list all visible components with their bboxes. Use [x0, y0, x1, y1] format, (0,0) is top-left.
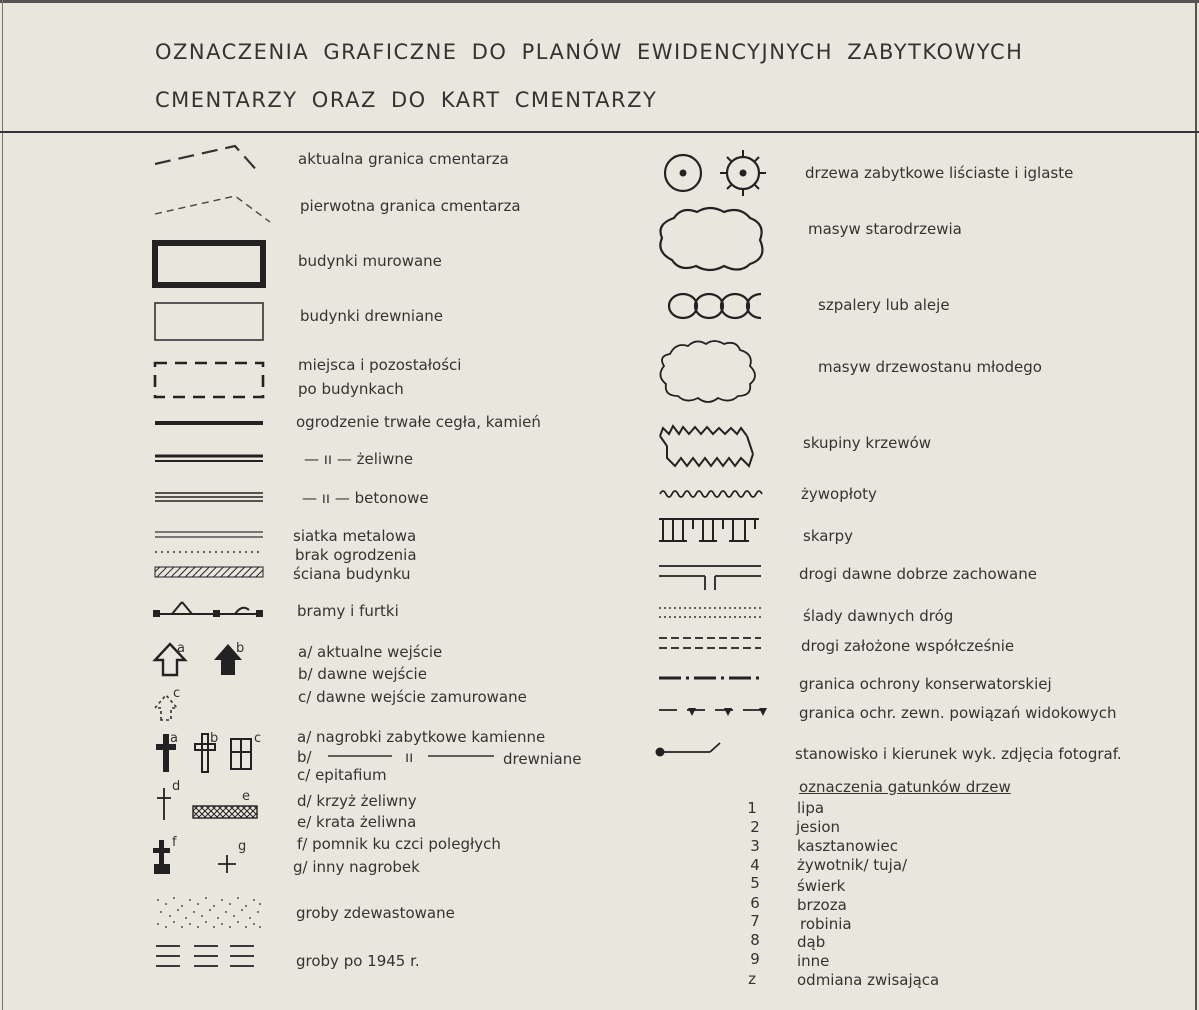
label-road-traces: ślady dawnych dróg	[803, 607, 954, 625]
species-code-5: 5	[750, 874, 760, 892]
species-code-9: 9	[750, 950, 760, 968]
concrete-fence-symbol	[150, 488, 270, 506]
current-boundary-symbol	[150, 140, 270, 180]
label-tree-rows: szpalery lub aleje	[818, 296, 950, 314]
tombstone-letter-c: c	[254, 731, 262, 746]
frame-right	[1195, 0, 1197, 1010]
metal-mesh-symbol	[150, 528, 270, 542]
label-view-protection-boundary: granica ochr. zewn. powiązań widokowych	[799, 704, 1117, 722]
species-code-4: 4	[750, 856, 760, 874]
label-original-boundary: pierwotna granica cmentarza	[300, 197, 521, 215]
label-brick-buildings: budynki murowane	[298, 252, 442, 270]
species-name-9: inne	[797, 952, 830, 970]
label-tomb-a: a/ nagrobki zabytkowe kamienne	[297, 728, 546, 746]
wooden-building-symbol	[150, 298, 270, 346]
label-old-roads: drogi dawne dobrze zachowane	[799, 565, 1037, 583]
building-remains-symbol	[150, 355, 270, 405]
label-tomb-b-prefix: b/	[297, 748, 312, 766]
label-building-remains-2: po budynkach	[298, 380, 404, 398]
species-name-6: brzoza	[797, 896, 847, 914]
modern-roads-symbol	[655, 633, 767, 655]
label-slope: skarpy	[803, 527, 853, 545]
slope-symbol	[655, 515, 765, 547]
ditto-line-right	[426, 748, 498, 760]
label-hedge: żywopłoty	[801, 485, 877, 503]
label-photo-position: stanowisko i kierunek wyk. zdjęcia fotograf.	[795, 745, 1122, 763]
species-code-1: 1	[747, 799, 757, 817]
shrub-clusters-symbol	[655, 422, 765, 474]
species-name-1: lipa	[797, 799, 825, 817]
label-tomb-e: e/ krata żeliwna	[297, 813, 417, 831]
species-name-7: robinia	[800, 915, 852, 933]
label-metal-mesh: siatka metalowa	[293, 527, 417, 545]
view-protection-boundary-symbol	[655, 702, 770, 722]
label-post-1945-graves: groby po 1945 r.	[296, 952, 420, 970]
species-code-2: 2	[750, 818, 760, 836]
label-permanent-fence: ogrodzenie trwałe cegła, kamień	[296, 413, 541, 431]
label-young-tree-stand: masyw drzewostanu młodego	[818, 358, 1042, 376]
species-name-5: świerk	[797, 877, 846, 895]
species-code-8: 8	[750, 931, 760, 949]
label-wooden-buildings: budynki drewniane	[300, 307, 444, 325]
species-code-3: 3	[750, 837, 760, 855]
species-name-3: kasztanowiec	[797, 837, 898, 855]
young-tree-stand-symbol	[652, 336, 762, 406]
tombstone-letter-e: e	[242, 789, 250, 804]
species-name-z: odmiana zwisająca	[797, 971, 940, 989]
label-heritage-trees: drzewa zabytkowe liściaste i iglaste	[805, 164, 1074, 182]
species-name-2: jesion	[796, 818, 841, 836]
label-gates: bramy i furtki	[297, 602, 399, 620]
label-concrete-fence: — ıı — betonowe	[302, 489, 429, 507]
tombstone-letter-a: a	[170, 731, 178, 746]
species-name-4: żywotnik/ tuja/	[797, 856, 908, 874]
old-roads-symbol	[655, 560, 767, 594]
photo-position-symbol	[652, 738, 727, 762]
entrance-letter-b: b	[236, 641, 245, 656]
frame-left	[2, 0, 3, 1010]
label-shrub-clusters: skupiny krzewów	[803, 434, 932, 452]
label-conservation-boundary: granica ochrony konserwatorskiej	[799, 675, 1052, 693]
label-old-tree-stand: masyw starodrzewia	[808, 220, 962, 238]
title-line-2: CMENTARZY ORAZ DO KART CMENTARZY	[155, 88, 658, 112]
tombstone-letter-d: d	[172, 779, 181, 794]
tree-rows-symbol	[655, 288, 770, 324]
label-tomb-g: g/ inny nagrobek	[293, 858, 420, 876]
label-tomb-f: f/ pomnik ku czci poległych	[297, 835, 501, 853]
ditto-line-left	[326, 748, 396, 760]
gates-symbol	[150, 596, 270, 624]
no-fence-symbol	[150, 546, 270, 558]
original-boundary-symbol	[150, 188, 275, 228]
label-building-wall: ściana budynku	[293, 565, 411, 583]
building-wall-symbol	[150, 562, 270, 582]
tombstone-letter-f: f	[172, 835, 177, 850]
conservation-boundary-symbol	[655, 670, 770, 686]
header-divider	[0, 131, 1199, 133]
species-code-6: 6	[750, 894, 760, 912]
tombstone-letter-g: g	[238, 839, 247, 854]
label-tomb-b-ditto: ıı	[405, 748, 414, 766]
title-line-1: OZNACZENIA GRAFICZNE DO PLANÓW EWIDENCYJNYCH ZABYTKOWYCH	[155, 40, 1024, 64]
heritage-trees-symbol	[655, 145, 780, 200]
post-1945-graves-icon	[152, 940, 262, 976]
hedge-symbol	[657, 486, 769, 500]
permanent-fence-symbol	[150, 414, 270, 432]
label-entrance-a: a/ aktualne wejście	[298, 643, 443, 661]
other-tombstone-plus-icon	[215, 852, 239, 876]
species-code-z: z	[748, 970, 756, 988]
frame-top	[0, 0, 1199, 3]
road-traces-symbol	[655, 603, 767, 623]
label-tomb-c: c/ epitafium	[297, 766, 387, 784]
label-cast-iron-fence: — ıı — żeliwne	[304, 450, 414, 468]
label-entrance-c: c/ dawne wejście zamurowane	[298, 688, 527, 706]
label-modern-roads: drogi założone współcześnie	[801, 637, 1015, 655]
epitaph-grid-icon	[228, 736, 256, 772]
cast-iron-grate-icon	[190, 802, 262, 822]
label-devastated-graves: groby zdewastowane	[296, 904, 455, 922]
tombstone-letter-b: b	[210, 731, 219, 746]
label-tomb-d: d/ krzyż żeliwny	[297, 792, 417, 810]
species-name-8: dąb	[797, 933, 826, 951]
label-entrance-b: b/ dawne wejście	[298, 665, 427, 683]
cast-iron-fence-symbol	[150, 450, 270, 468]
entrance-letter-a: a	[177, 641, 185, 656]
label-current-boundary: aktualna granica cmentarza	[298, 150, 509, 168]
old-tree-stand-symbol	[652, 202, 772, 274]
label-no-fence: brak ogrodzenia	[295, 546, 417, 564]
species-heading: oznaczenia gatunków drzew	[799, 778, 1011, 796]
label-building-remains: miejsca i pozostałości	[298, 356, 462, 374]
devastated-graves-stipple-icon	[152, 892, 267, 932]
label-tomb-b-suffix: drewniane	[503, 750, 582, 768]
species-code-7: 7	[750, 912, 760, 930]
entrance-letter-c: c	[173, 686, 181, 701]
brick-building-symbol	[150, 238, 270, 290]
